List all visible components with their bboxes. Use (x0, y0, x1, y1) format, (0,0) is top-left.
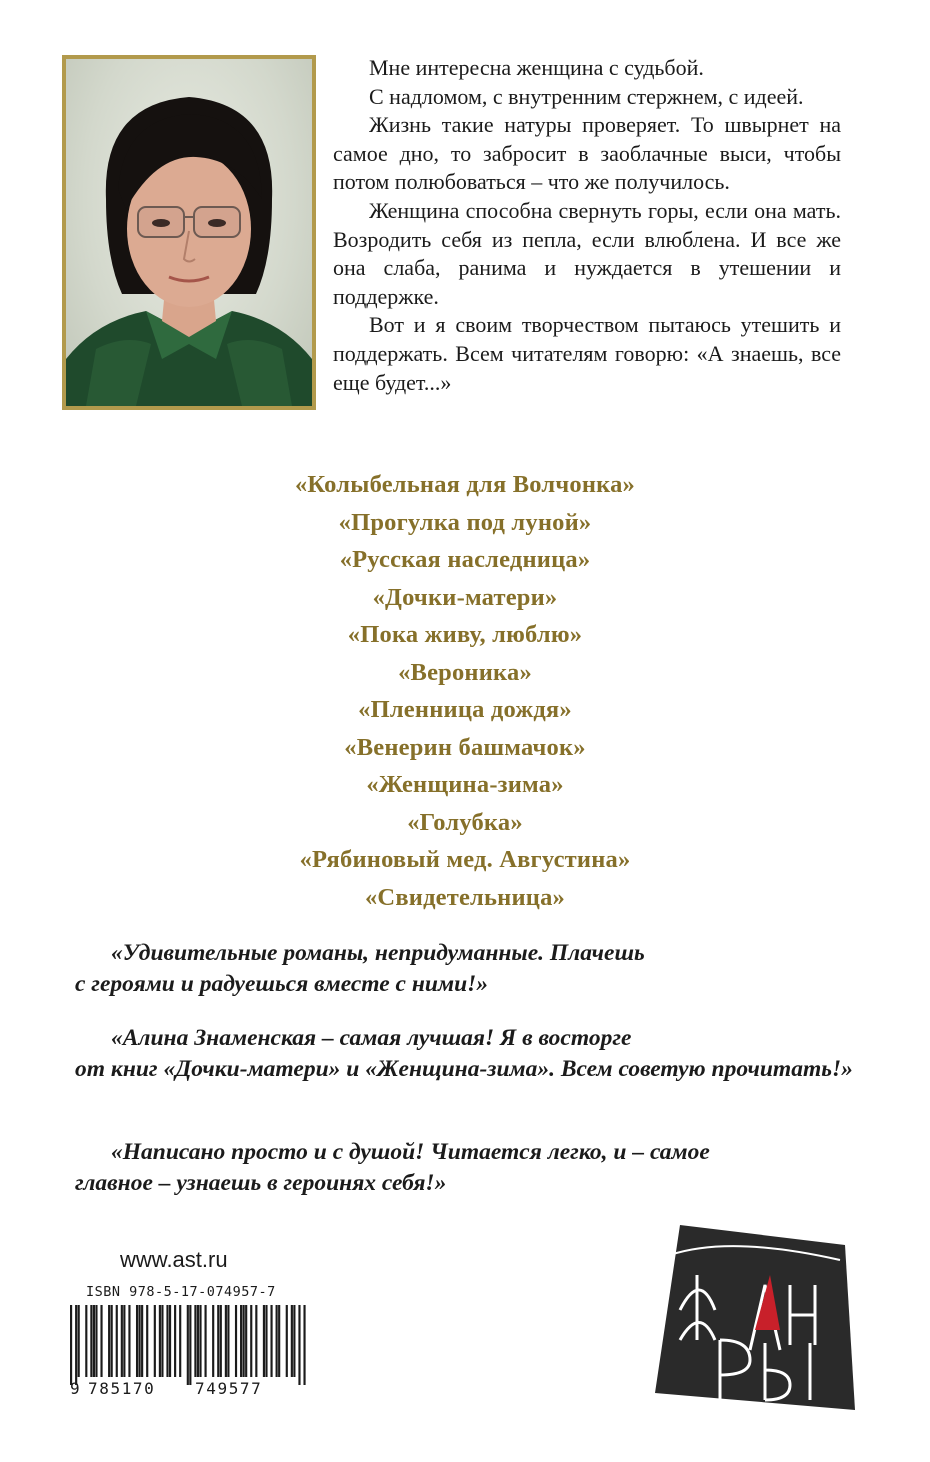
barcode-bar (108, 1305, 110, 1377)
barcode-bar (245, 1305, 247, 1377)
book-title-list (0, 466, 930, 916)
book-title: «Пока живу, люблю» (347, 621, 583, 648)
barcode-bar (169, 1305, 171, 1377)
barcode-digits-left: 785170 (88, 1379, 156, 1397)
barcode-bar (70, 1305, 72, 1385)
barcode-bar (141, 1305, 143, 1377)
barcode-bar (189, 1305, 191, 1385)
barcode-bar (250, 1305, 252, 1377)
barcode-bar (179, 1305, 181, 1377)
barcode-bar (265, 1305, 267, 1377)
barcode-digits-right: 749577 (195, 1379, 263, 1397)
barcode-bar (85, 1305, 87, 1377)
publisher-website[interactable]: www.ast.ru (120, 1247, 228, 1272)
review-line: «Алина Знаменская – самая лучшая! Я в восторге (111, 1025, 632, 1051)
barcode-bar (293, 1305, 295, 1377)
barcode-bar (78, 1305, 80, 1377)
barcode-bar (111, 1305, 113, 1377)
barcode-bar (146, 1305, 148, 1377)
barcode-bar (255, 1305, 257, 1377)
barcode-graphic (70, 1305, 306, 1397)
barcode-bar (199, 1305, 201, 1377)
review-line: «Удивительные романы, непридуманные. Плачешь (111, 940, 645, 966)
author-portrait-illustration (66, 59, 312, 406)
barcode-bar (263, 1305, 265, 1377)
barcode-digit-lead: 9 (70, 1379, 80, 1397)
review-line: с героями и радуешься вместе с ними!» (75, 971, 489, 997)
barcode-bar (303, 1305, 305, 1385)
book-title: «Колыбельная для Волчонка» (294, 471, 635, 498)
author-intro (333, 54, 841, 397)
intro-paragraph: С надломом, с внутренним стержнем, с идеей. (369, 83, 804, 109)
barcode-bar (212, 1305, 214, 1377)
barcode-bar (95, 1305, 97, 1377)
barcode-bar (187, 1305, 189, 1385)
genre-series-logo (640, 1215, 870, 1425)
barcode-bar (174, 1305, 176, 1377)
book-title: «Рябиновый мед. Августина» (299, 846, 631, 873)
barcode-bar (123, 1305, 125, 1377)
barcode-bar (276, 1305, 278, 1377)
isbn-label: ISBN 978-5-17-074957-7 (86, 1284, 276, 1300)
intro-paragraph: Вот и я своим творчеством пытаюсь утешить и поддержать. Всем читателям говорю: «А знаешь, все еще будет...» (333, 312, 841, 395)
barcode-bar (139, 1305, 141, 1377)
barcode-bar (93, 1305, 95, 1377)
barcode-bar (121, 1305, 123, 1377)
book-title: «Пленница дождя» (358, 696, 572, 723)
book-title: «Русская наследница» (339, 546, 591, 573)
intro-paragraph: Женщина способна свернуть горы, если она мать. Возродить себя из пепла, если влюблена. И все же она слаба, ранима и нуждается в утешении и поддержке. (333, 197, 841, 309)
book-title: «Прогулка под луной» (338, 508, 592, 536)
book-title: «Дочки-матери» (372, 583, 558, 611)
intro-paragraph: Жизнь такие натуры проверяет. То швырнет на самое дно, то забросит в заоблачные выси, чтобы потом полюбоваться – что же получилось. (333, 112, 841, 195)
book-title: «Венерин башмачок» (344, 733, 586, 761)
barcode-bar (197, 1305, 199, 1377)
book-title: «Вероника» (398, 658, 532, 686)
barcode-bar (243, 1305, 245, 1377)
barcode-bar (90, 1305, 92, 1377)
barcode-bar (286, 1305, 288, 1377)
review-line: главное – узнаешь в героинях себя!» (75, 1170, 447, 1196)
barcode-bar (298, 1305, 300, 1385)
review-line: от книг «Дочки-матери» и «Женщина-зима». Всем советую прочитать!» (75, 1056, 853, 1082)
zhanry-logo-icon (640, 1215, 870, 1425)
barcode-bar (291, 1305, 293, 1377)
barcode-bar (240, 1305, 242, 1377)
barcode-bar (204, 1305, 206, 1377)
barcode-bar (128, 1305, 130, 1377)
review-line: «Написано просто и с душой! Читается легко, и – самое (111, 1139, 710, 1165)
barcode-bar (235, 1305, 237, 1377)
barcode-bar (161, 1305, 163, 1377)
author-photo (66, 59, 312, 406)
intro-paragraph: Мне интересна женщина с судьбой. (369, 55, 704, 80)
book-title: «Свидетельница» (364, 883, 566, 911)
review-quote (75, 1023, 855, 1085)
barcode-bar (166, 1305, 168, 1377)
barcode-bar (227, 1305, 229, 1377)
review-quote (75, 938, 855, 1000)
barcode (70, 1305, 306, 1397)
barcode-bar (136, 1305, 138, 1377)
barcode-bar (116, 1305, 118, 1377)
book-title: «Голубка» (407, 808, 523, 836)
barcode-bar (100, 1305, 102, 1377)
review-quote (75, 1137, 855, 1199)
barcode-bar (278, 1305, 280, 1377)
barcode-bar (75, 1305, 77, 1385)
barcode-bar (159, 1305, 161, 1377)
book-title: «Женщина-зима» (366, 771, 564, 798)
barcode-bars (70, 1305, 306, 1385)
barcode-bar (154, 1305, 156, 1377)
barcode-bar (217, 1305, 219, 1377)
author-photo-frame (62, 55, 316, 410)
barcode-bar (220, 1305, 222, 1377)
barcode-bar (194, 1305, 196, 1377)
barcode-bar (225, 1305, 227, 1377)
barcode-bar (270, 1305, 272, 1377)
